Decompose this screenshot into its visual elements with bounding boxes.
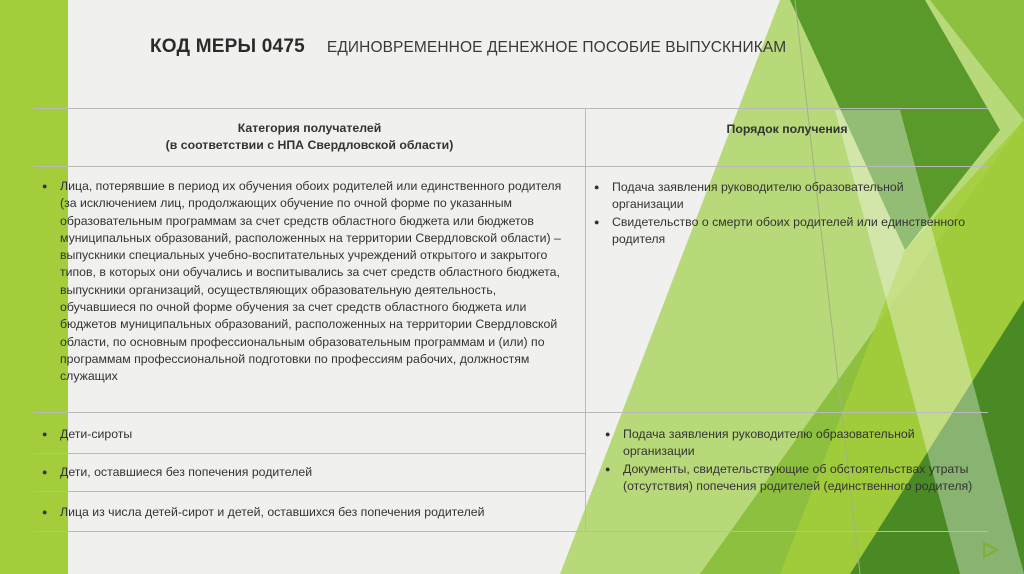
list-item: ● Подача заявления руководителю образовательной организации xyxy=(586,179,978,214)
row1-bottom-border xyxy=(34,412,988,413)
list-item: ● Дети-сироты xyxy=(34,426,585,443)
header-procedure: Порядок получения xyxy=(726,122,848,136)
row1-procedure xyxy=(586,179,988,248)
subrow-divider-1 xyxy=(34,453,585,454)
row2-category-2 xyxy=(34,464,585,481)
list-item: ● Документы, свидетельствующие об обстоятельствах утраты (отсутствия) попечения родителей (единственного родителя) xyxy=(597,461,979,496)
measure-subtitle: ЕДИНОВРЕМЕННОЕ ДЕНЕЖНОЕ ПОСОБИЕ ВЫПУСКНИКАМ xyxy=(326,39,787,56)
list-item: ● Лица, потерявшие в период их обучения обоих родителей или единственного родителя (за исключением лиц, продолжающих обучение по очной форме по указанным образовательным программам за счет средств областного бюджета или бюджетов муниципальных образований, расположенных на территории Свердловской области) – выпускники специальных учебно-воспитательных учреждений открытого и закрытого типов, в которых они обучались и воспитывались за счет средств областного бюджета, выпускники организаций, осуществляющих образовательную деятельность, обучавшиеся по очной форме обучения за счет средств областного бюджета или бюджетов муниципальных образований, расположенных на территории Свердловской области, по основным профессиональным образовательным программам и (или) по программам профессиональной подготовки по профессиям рабочих, должностям служащих xyxy=(34,178,571,386)
header-category xyxy=(34,120,585,154)
info-table xyxy=(34,108,988,532)
slide-title xyxy=(150,36,786,66)
list-item: ● Лица из числа детей-сирот и детей, оставшихся без попечения родителей xyxy=(34,504,585,521)
header-category-line1: Категория получателей xyxy=(237,121,382,135)
subrow-divider-2 xyxy=(34,491,585,492)
header-category-line2: (в соответствии с НПА Свердловской области) xyxy=(165,138,454,152)
measure-code: КОД МЕРЫ 0475 xyxy=(150,36,305,57)
list-item: ● Подача заявления руководителю образовательной организации xyxy=(597,426,979,461)
list-item: ● Дети, оставшиеся без попечения родителей xyxy=(34,464,585,481)
row1-category xyxy=(34,178,585,386)
row2-category-3 xyxy=(34,504,585,521)
table-top-border xyxy=(34,108,988,109)
list-item: ● Свидетельство о смерти обоих родителей или единственного родителя xyxy=(586,214,978,249)
row2-category-1 xyxy=(34,426,585,443)
row2-procedure xyxy=(597,426,985,495)
column-divider xyxy=(585,108,586,532)
triangle-right-icon[interactable] xyxy=(980,540,1000,560)
table-bottom-border xyxy=(34,531,988,532)
header-bottom-border xyxy=(34,166,988,167)
